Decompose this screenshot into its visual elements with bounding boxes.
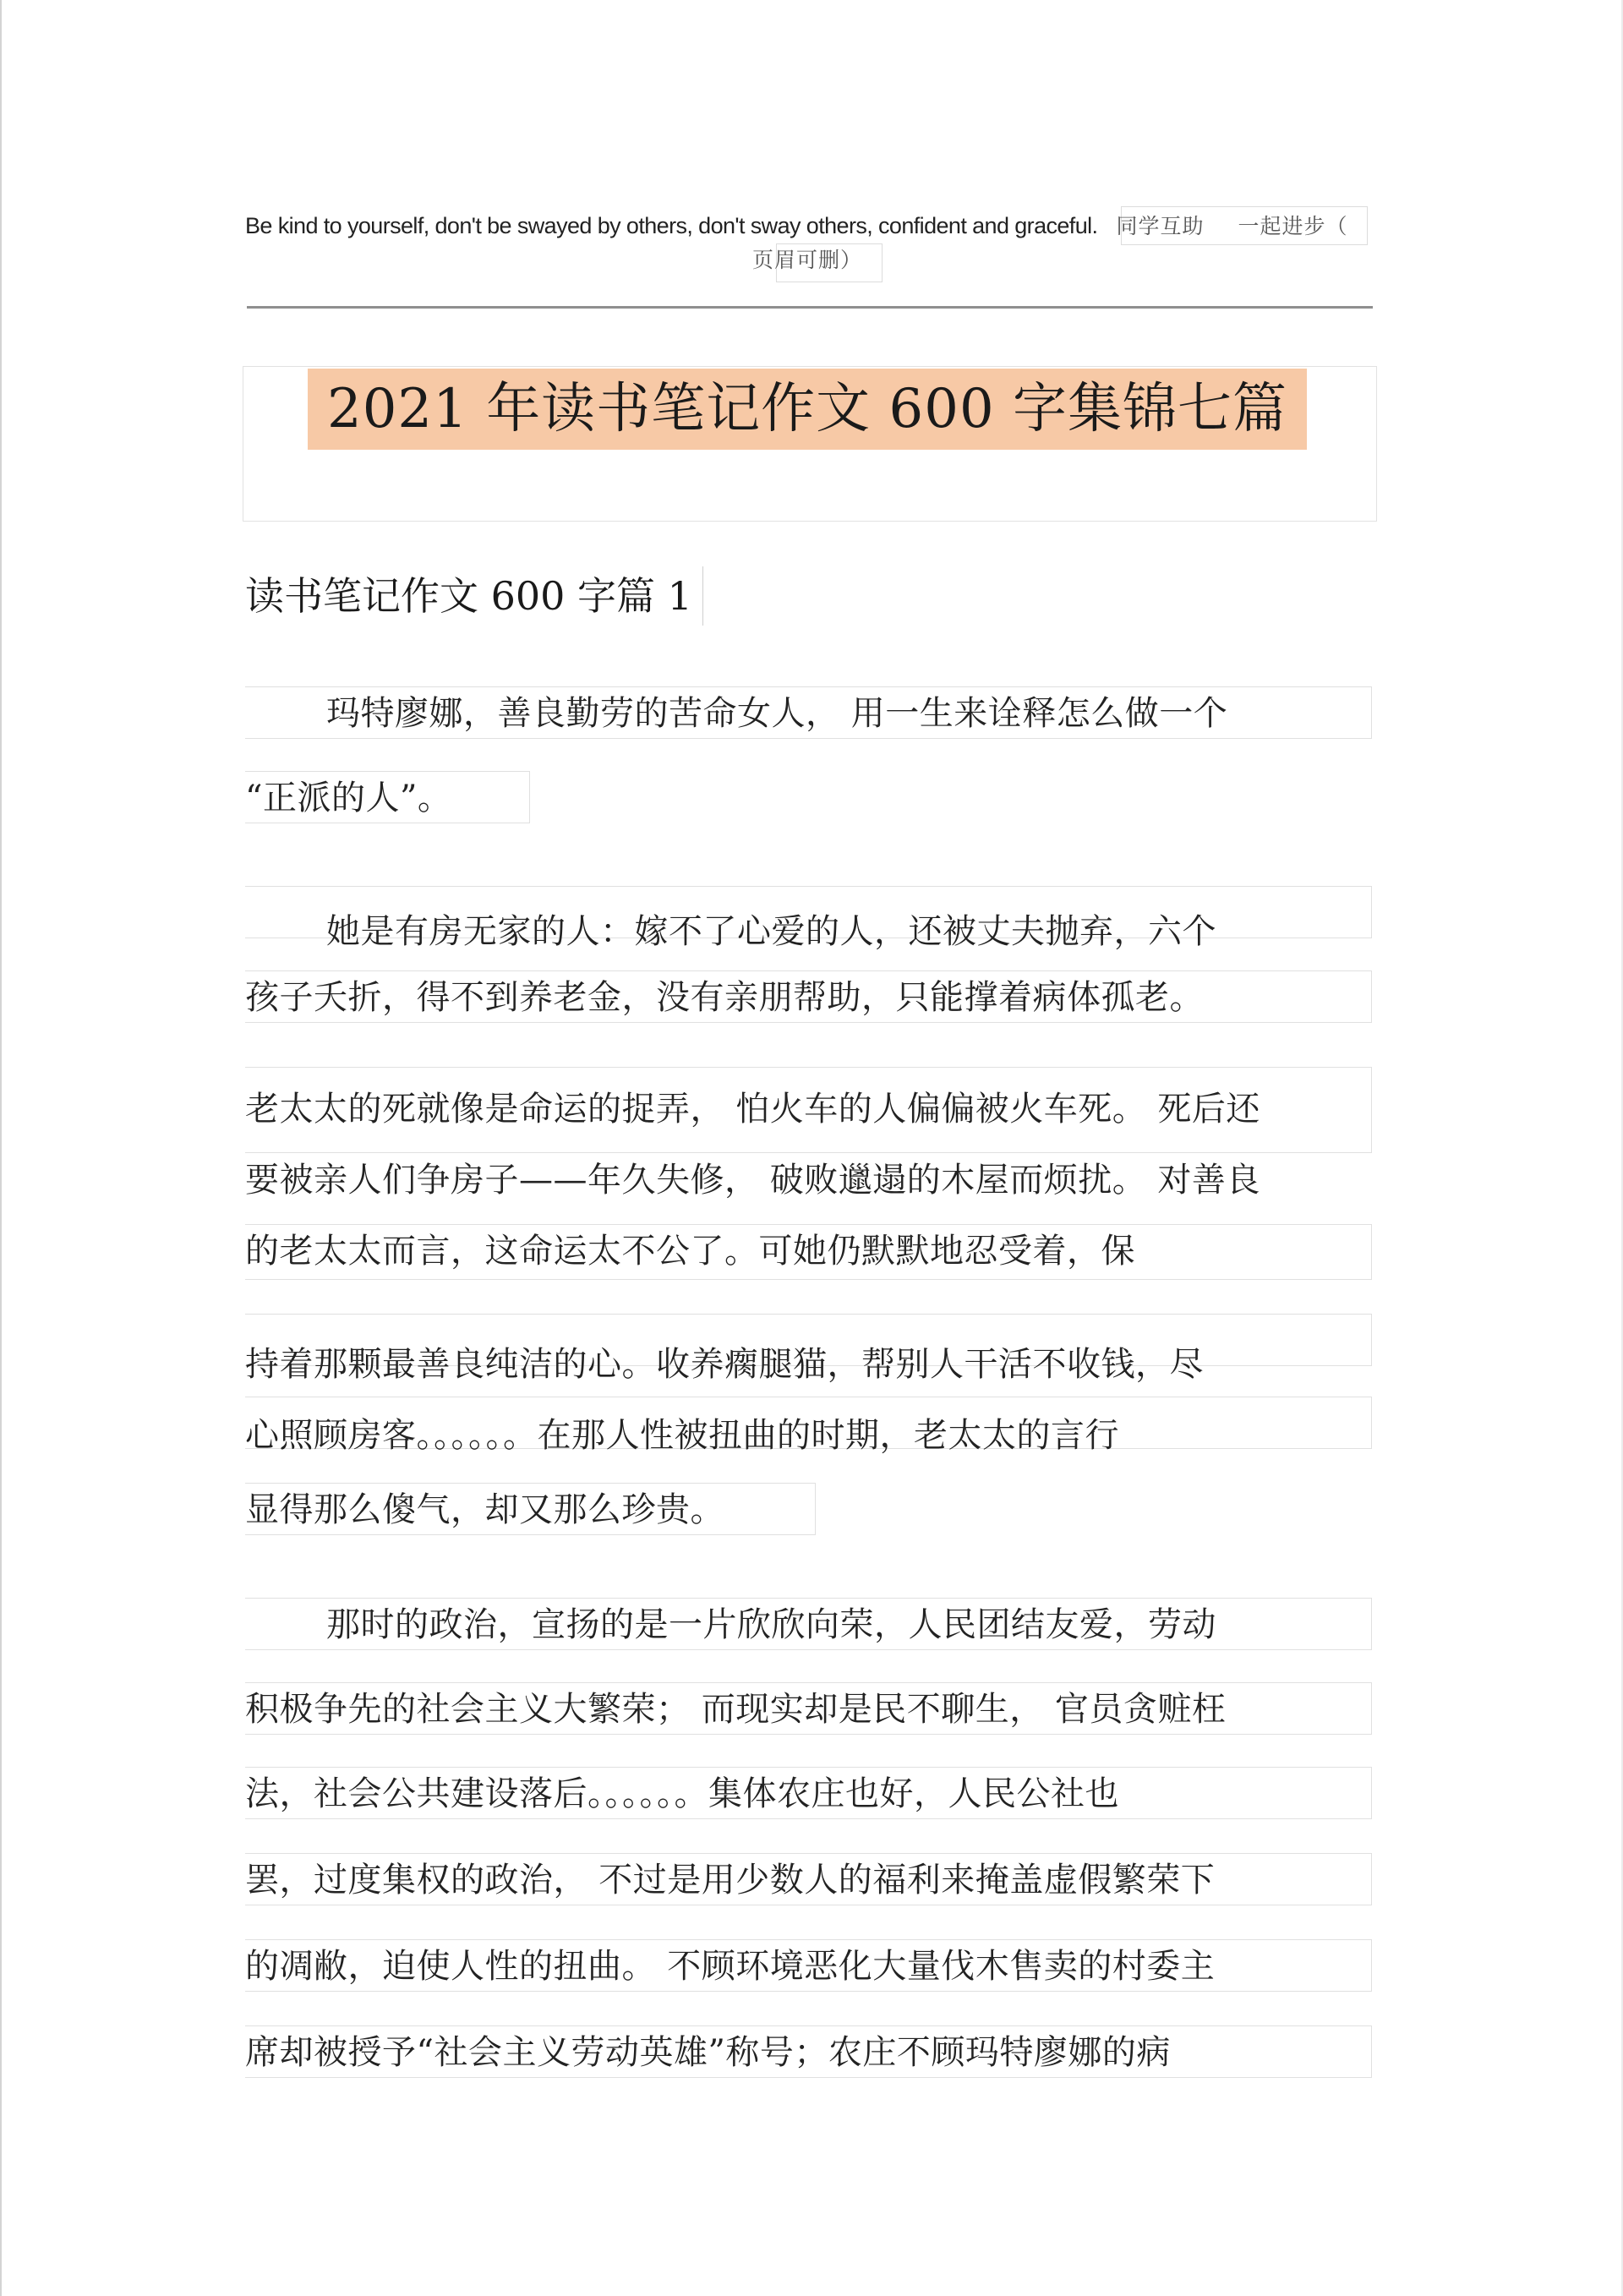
header-cn-part3: 页眉可删） — [752, 248, 863, 272]
body-line: 心照顾房客。。。。。。在那人性被扭曲的时期，老太太的言行 — [245, 1416, 1119, 1455]
header-cn-part2: 一起进步（ — [1238, 214, 1348, 238]
page-border-left — [0, 0, 2, 2296]
body-line: 孩子夭折，得不到养老金，没有亲朋帮助，只能撑着病体孤老。 — [245, 978, 1204, 1017]
body-line: 的老太太而言，这命运太不公了。可她仍默默地忍受着，保 — [245, 1232, 1135, 1271]
body-line: 持着那颗最善良纯洁的心。收养瘸腿猫，帮别人干活不收钱，尽 — [245, 1345, 1204, 1384]
body-line: 老太太的死就像是命运的捉弄， 怕火车的人偏偏被火车死。 死后还 — [245, 1090, 1260, 1129]
body-line: 的凋敝，迫使人性的扭曲。 不顾环境恶化大量伐木售卖的村委主 — [245, 1947, 1216, 1986]
body-line: 玛特廖娜，善良勤劳的苦命女人， 用一生来诠释怎么做一个 — [326, 694, 1228, 733]
section-heading: 读书笔记作文 600 字篇 1 — [245, 566, 703, 626]
page-title: 2021 年读书笔记作文 600 字集锦七篇 — [326, 378, 1288, 440]
body-line: 显得那么傻气，却又那么珍贵。 — [245, 1490, 724, 1529]
header-cn-part1: 同学互助 — [1116, 214, 1205, 238]
header-divider — [247, 306, 1373, 309]
body-line: 罢，过度集权的政治， 不过是用少数人的福利来掩盖虚假繁荣下 — [245, 1861, 1216, 1900]
body-line: 要被亲人们争房子——年久失修， 破败邋遢的木屋而烦扰。 对善良 — [245, 1161, 1260, 1200]
body-line: 那时的政治，宣扬的是一片欣欣向荣，人民团结友爱，劳动 — [326, 1605, 1216, 1644]
body-line: “正派的人”。 — [245, 779, 452, 817]
header-tagline: Be kind to yourself, don't be swayed by others, don't sway others, confident and graceful. — [245, 213, 1098, 238]
body-line: 席却被授予“社会主义劳动英雄”称号；农庄不顾玛特廖娜的病 — [245, 2033, 1171, 2072]
body-line: 法，社会公共建设落后。。。。。。集体农庄也好，人民公社也 — [245, 1774, 1119, 1813]
body-line: 她是有房无家的人：嫁不了心爱的人，还被丈夫抛弃，六个 — [326, 912, 1216, 951]
body-line: 积极争先的社会主义大繁荣； 而现实却是民不聊生， 官员贪赃枉 — [245, 1690, 1227, 1729]
page-header — [245, 210, 1378, 243]
